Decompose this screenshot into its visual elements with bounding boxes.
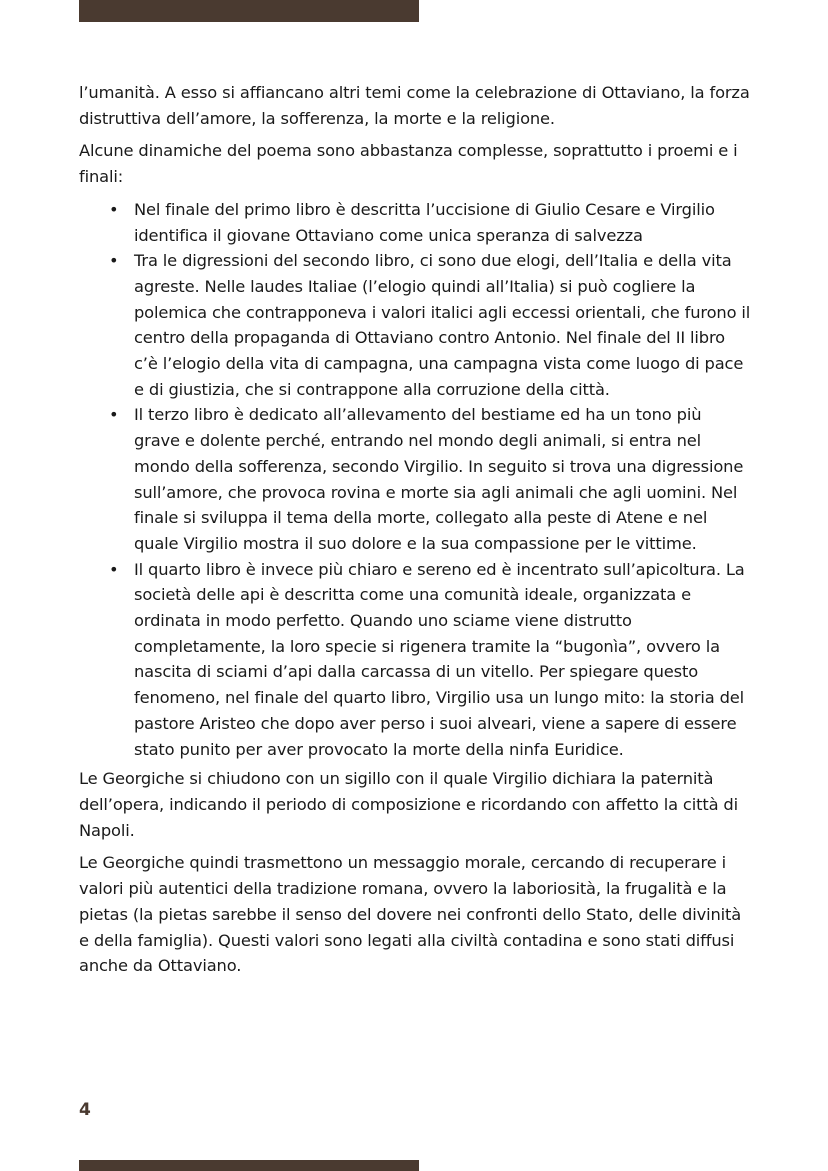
paragraph-conclusion: Le Georgiche quindi trasmettono un messaggio morale, cercando di recuperare i valori più autentici della tradizione romana, ovvero la laboriosità, la frugalità e la pietas (la pietas sarebbe il senso del dovere nei confronti dello Stato, delle divinità e della famiglia). Questi valori sono legati alla civiltà contadina e sono stati diffusi anche da Ottaviano. xyxy=(79,853,742,976)
list-item-text: Tra le digressioni del secondo libro, ci sono due elogi, dell’Italia e della vita agreste. Nelle laudes Italiae (l’elogio quindi all’Italia) si può cogliere la polemica che contrapponeva i valori italici agli eccessi orientali, che furono il centro della propaganda di Ottaviano contro Antonio. Nel finale del II libro c’è l’elogio della vita di campagna, una campagna vista come luogo di pace e di giustizia, che si contrappone alla corruzione della città. xyxy=(134,251,751,399)
bullet-list xyxy=(79,197,751,762)
list-item xyxy=(109,557,751,763)
bullet-icon: • xyxy=(109,559,119,579)
bullet-icon: • xyxy=(109,199,119,219)
page-body xyxy=(79,80,751,986)
list-item xyxy=(109,248,751,402)
list-item-text: Il terzo libro è dedicato all’allevamento del bestiame ed ha un tono più grave e dolente perché, entrando nel mondo degli animali, si entra nel mondo della sofferenza, secondo Virgilio. In seguito si trova una digressione sull’amore, che provoca rovina e morte sia agli animali che agli uomini. Nel finale si sviluppa il tema della morte, collegato alla peste di Atene e nel quale Virgilio mostra il suo dolore e la sua compassione per le vittime. xyxy=(134,405,744,553)
list-item xyxy=(109,402,751,556)
paragraph-intro: l’umanità. A esso si affiancano altri temi come la celebrazione di Ottaviano, la forza distruttiva dell’amore, la sofferenza, la morte e la religione. xyxy=(79,83,750,128)
bullet-icon: • xyxy=(109,405,119,425)
header-decorative-bar xyxy=(79,0,419,22)
bullet-icon: • xyxy=(109,251,119,271)
footer-decorative-bar xyxy=(79,1160,419,1171)
list-item-text: Nel finale del primo libro è descritta l’uccisione di Giulio Cesare e Virgilio identifica il giovane Ottaviano come unica speranza di salvezza xyxy=(134,199,715,245)
list-item-text: Il quarto libro è invece più chiaro e sereno ed è incentrato sull’apicoltura. La società delle api è descritta come una comunità ideale, organizzata e ordinata in modo perfetto. Quando uno sciame viene distrutto completamente, la loro specie si rigenera tramite la “bugonìa”, ovvero la nascita di sciami d’api dalla carcassa di un vitello. Per spiegare questo fenomeno, nel finale del quarto libro, Virgilio usa un lungo mito: la storia del pastore Aristeo che dopo aver perso i suoi alveari, viene a sapere di essere stato punito per aver provocato la morte della ninfa Euridice. xyxy=(134,559,745,759)
paragraph-dynamics: Alcune dinamiche del poema sono abbastanza complesse, soprattutto i proemi e i finali: xyxy=(79,141,738,187)
paragraph-seal: Le Georgiche si chiudono con un sigillo con il quale Virgilio dichiara la paternità dell’opera, indicando il periodo di composizione e ricordando con affetto la città di Napoli. xyxy=(79,769,738,840)
list-item xyxy=(109,197,751,248)
page-number: 4 xyxy=(79,1100,91,1120)
